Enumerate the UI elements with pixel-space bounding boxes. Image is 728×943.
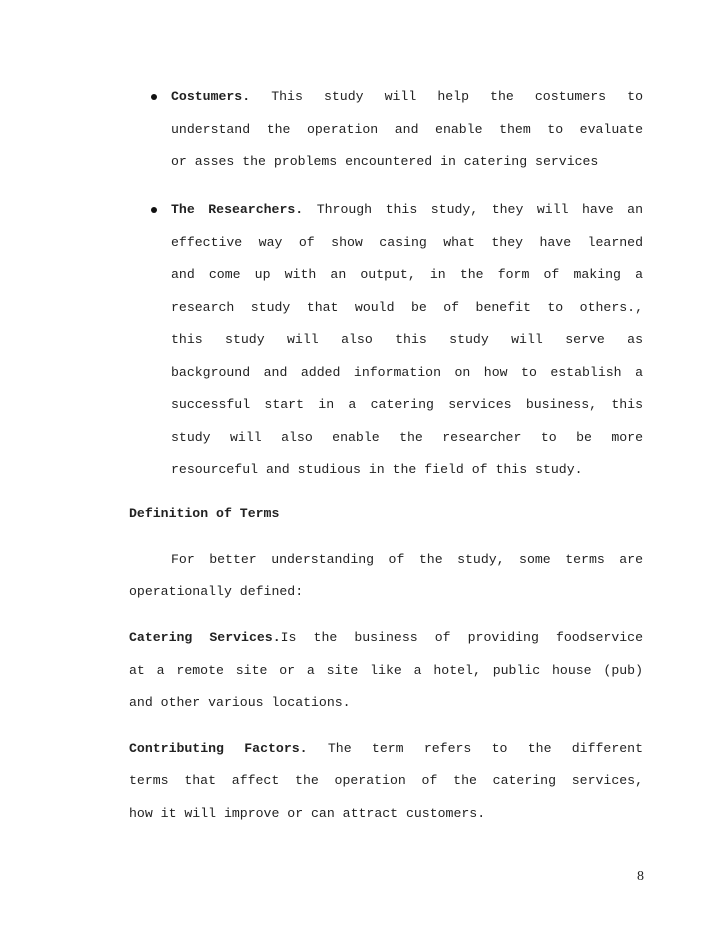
bullet-2-line-8: study will also enable the researcher to be more [171, 430, 643, 445]
bullet-2-line-9: resourceful and studious in the field of this study. [171, 462, 583, 477]
definition-2-line-1 [129, 741, 643, 757]
bullet-marker-1 [151, 94, 157, 100]
bullet-2-line-2: effective way of show casing what they have learned [171, 235, 643, 250]
bullet-1-line-2: understand the operation and enable them to evaluate [171, 122, 643, 137]
definition-1-term: Catering Services. [129, 630, 281, 645]
section-heading: Definition of Terms [129, 506, 280, 521]
bullet-2-term: The Researchers. [171, 202, 304, 217]
bullet-2-line-1 [171, 202, 643, 218]
page-number: 8 [637, 869, 644, 884]
definition-2-line-3: how it will improve or can attract customers. [129, 806, 486, 821]
bullet-2-text: Through this study, they will have an [316, 202, 643, 217]
bullet-2-line-3: and come up with an output, in the form of making a [171, 267, 643, 282]
definition-1-text: Is the business of providing foodservice [280, 630, 643, 645]
bullet-marker-2 [151, 207, 157, 213]
bullet-1-term: Costumers. [171, 89, 251, 104]
bullet-2-line-6: background and added information on how to establish a [171, 365, 643, 380]
definition-1-line-2: at a remote site or a site like a hotel, public house (pub) [129, 663, 643, 678]
bullet-1-text: This study will help the costumers to [271, 89, 643, 104]
definition-2-line-2: terms that affect the operation of the catering services, [129, 773, 643, 788]
intro-line-2: operationally defined: [129, 584, 304, 599]
bullet-2-line-5: this study will also this study will serve as [171, 332, 643, 347]
definition-1-line-1 [129, 630, 643, 646]
bullet-2-line-7: successful start in a catering services business, this [171, 397, 643, 412]
bullet-1-line-3: or asses the problems encountered in catering services [171, 154, 599, 169]
bullet-2-line-4: research study that would be of benefit to others., [171, 300, 643, 315]
definition-2-term: Contributing Factors. [129, 741, 308, 756]
definition-1-line-3: and other various locations. [129, 695, 351, 710]
intro-line-1: For better understanding of the study, some terms are [171, 552, 643, 567]
bullet-1-line-1 [171, 89, 643, 105]
definition-2-text: The term refers to the different [327, 741, 643, 756]
